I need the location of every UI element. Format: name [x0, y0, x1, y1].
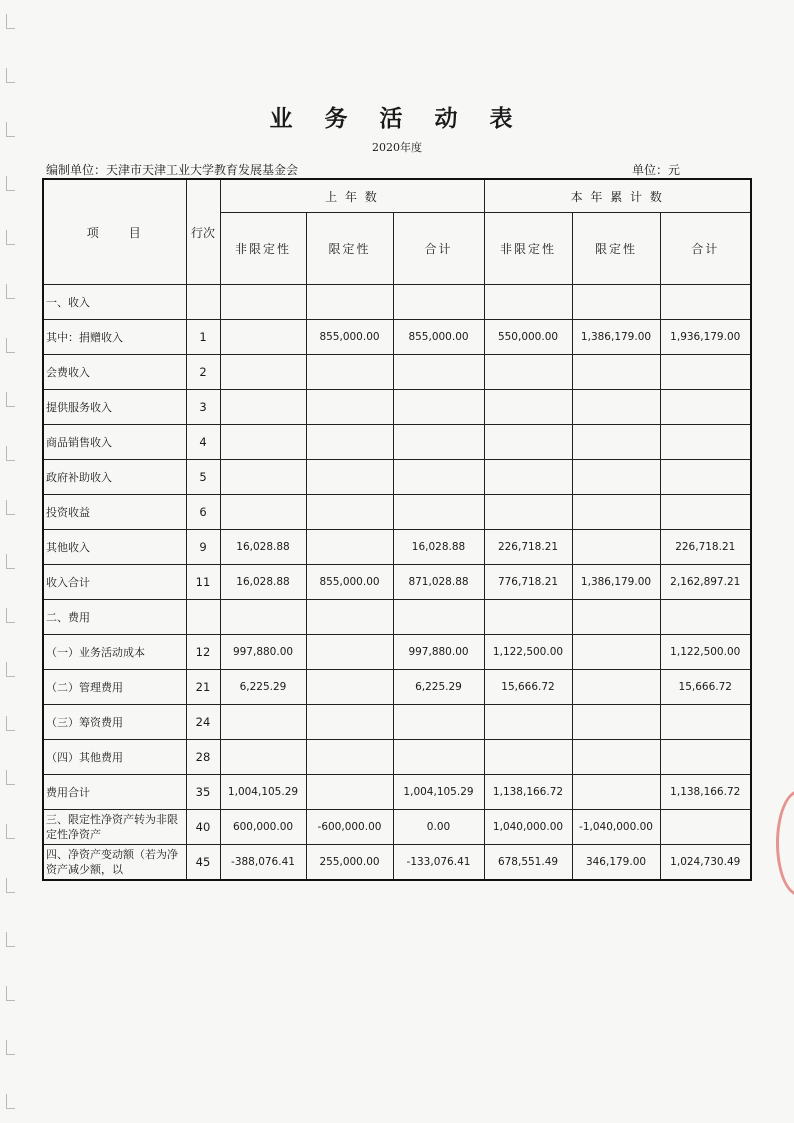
cell-curr-total	[660, 495, 751, 530]
row-label: 收入合计	[43, 565, 186, 600]
cell-prev-unrestricted	[220, 320, 306, 355]
binding-hole	[6, 932, 15, 947]
cell-prev-total	[393, 390, 484, 425]
header-prev-restricted: 限定性	[306, 213, 393, 285]
cell-curr-total: 1,936,179.00	[660, 320, 751, 355]
cell-prev-unrestricted: 16,028.88	[220, 530, 306, 565]
activity-statement-table	[42, 178, 752, 881]
cell-curr-unrestricted: 1,122,500.00	[484, 635, 572, 670]
cell-prev-total: 855,000.00	[393, 320, 484, 355]
cell-curr-unrestricted	[484, 495, 572, 530]
row-label: 一、收入	[43, 285, 186, 320]
header-curr-restricted: 限定性	[572, 213, 660, 285]
cell-curr-restricted	[572, 600, 660, 635]
cell-curr-total: 15,666.72	[660, 670, 751, 705]
table-row	[43, 530, 751, 565]
cell-curr-unrestricted	[484, 460, 572, 495]
binding-hole	[6, 446, 15, 461]
cell-prev-unrestricted	[220, 390, 306, 425]
binding-hole	[6, 986, 15, 1001]
row-label: （一）业务活动成本	[43, 635, 186, 670]
cell-curr-total	[660, 390, 751, 425]
cell-curr-restricted	[572, 635, 660, 670]
binding-hole	[6, 500, 15, 515]
cell-prev-total: 871,028.88	[393, 565, 484, 600]
binding-hole	[6, 878, 15, 893]
header-prev-year: 上 年 数	[220, 179, 484, 213]
cell-prev-unrestricted: 6,225.29	[220, 670, 306, 705]
table-row	[43, 845, 751, 881]
cell-curr-total: 1,122,500.00	[660, 635, 751, 670]
cell-curr-total	[660, 705, 751, 740]
header-row-group	[43, 179, 751, 213]
cell-curr-restricted: 1,386,179.00	[572, 320, 660, 355]
table-row	[43, 425, 751, 460]
cell-prev-restricted	[306, 285, 393, 320]
cell-prev-total	[393, 355, 484, 390]
cell-prev-restricted	[306, 635, 393, 670]
binding-hole	[6, 824, 15, 839]
cell-prev-total: 997,880.00	[393, 635, 484, 670]
header-line-no: 行次	[186, 179, 220, 285]
cell-prev-total	[393, 705, 484, 740]
binding-hole	[6, 68, 15, 83]
row-line-no: 11	[186, 565, 220, 600]
row-line-no: 6	[186, 495, 220, 530]
table-row	[43, 705, 751, 740]
cell-prev-unrestricted: -388,076.41	[220, 845, 306, 881]
cell-curr-total	[660, 810, 751, 845]
cell-prev-total: -133,076.41	[393, 845, 484, 881]
binding-hole	[6, 716, 15, 731]
cell-prev-unrestricted	[220, 355, 306, 390]
cell-prev-unrestricted	[220, 285, 306, 320]
cell-curr-unrestricted	[484, 740, 572, 775]
organization-label: 编制单位：天津市天津工业大学教育发展基金会	[46, 163, 299, 177]
cell-prev-restricted	[306, 390, 393, 425]
cell-prev-restricted: -600,000.00	[306, 810, 393, 845]
cell-curr-total	[660, 460, 751, 495]
table-row	[43, 285, 751, 320]
row-line-no: 28	[186, 740, 220, 775]
binding-holes	[0, 0, 24, 1123]
cell-prev-restricted: 255,000.00	[306, 845, 393, 881]
cell-prev-restricted	[306, 495, 393, 530]
row-label: 其他收入	[43, 530, 186, 565]
row-label: 政府补助收入	[43, 460, 186, 495]
cell-curr-unrestricted	[484, 425, 572, 460]
cell-prev-total	[393, 600, 484, 635]
red-seal-stamp	[776, 790, 794, 896]
cell-curr-unrestricted	[484, 600, 572, 635]
row-label: （四）其他费用	[43, 740, 186, 775]
cell-prev-total	[393, 425, 484, 460]
header-item: 项 目	[43, 179, 186, 285]
table-row	[43, 460, 751, 495]
row-label: 四、净资产变动额（若为净资产减少额，以	[43, 845, 186, 881]
row-line-no	[186, 285, 220, 320]
table-row	[43, 320, 751, 355]
row-line-no: 4	[186, 425, 220, 460]
cell-prev-unrestricted: 1,004,105.29	[220, 775, 306, 810]
report-year: 2020年度	[372, 141, 422, 154]
cell-curr-unrestricted: 550,000.00	[484, 320, 572, 355]
cell-curr-restricted	[572, 495, 660, 530]
cell-curr-total	[660, 740, 751, 775]
binding-hole	[6, 230, 15, 245]
binding-hole	[6, 338, 15, 353]
header-curr-unrestricted: 非限定性	[484, 213, 572, 285]
row-label: 提供服务收入	[43, 390, 186, 425]
binding-hole	[6, 1094, 15, 1109]
table-row	[43, 740, 751, 775]
cell-prev-restricted	[306, 425, 393, 460]
header-curr-year: 本 年 累 计 数	[484, 179, 751, 213]
cell-curr-unrestricted: 1,138,166.72	[484, 775, 572, 810]
cell-prev-restricted	[306, 530, 393, 565]
cell-prev-total: 1,004,105.29	[393, 775, 484, 810]
table-row	[43, 390, 751, 425]
cell-prev-total	[393, 495, 484, 530]
cell-curr-restricted	[572, 670, 660, 705]
row-label: 会费收入	[43, 355, 186, 390]
cell-curr-unrestricted	[484, 390, 572, 425]
cell-curr-total	[660, 285, 751, 320]
row-label: 二、费用	[43, 600, 186, 635]
row-line-no: 2	[186, 355, 220, 390]
table-row	[43, 670, 751, 705]
cell-curr-restricted	[572, 390, 660, 425]
row-label: （二）管理费用	[43, 670, 186, 705]
cell-prev-unrestricted	[220, 740, 306, 775]
row-label: 商品销售收入	[43, 425, 186, 460]
cell-prev-total	[393, 460, 484, 495]
cell-curr-restricted	[572, 425, 660, 460]
cell-curr-unrestricted: 678,551.49	[484, 845, 572, 881]
row-label: 其中：捐赠收入	[43, 320, 186, 355]
cell-prev-total	[393, 740, 484, 775]
row-label: （三）筹资费用	[43, 705, 186, 740]
binding-hole	[6, 14, 15, 29]
cell-prev-restricted	[306, 670, 393, 705]
row-line-no: 21	[186, 670, 220, 705]
binding-hole	[6, 554, 15, 569]
cell-prev-total: 16,028.88	[393, 530, 484, 565]
table-row	[43, 565, 751, 600]
cell-curr-total	[660, 600, 751, 635]
cell-curr-restricted	[572, 775, 660, 810]
cell-prev-restricted: 855,000.00	[306, 320, 393, 355]
cell-curr-total: 1,024,730.49	[660, 845, 751, 881]
header-prev-total: 合计	[393, 213, 484, 285]
cell-curr-total	[660, 425, 751, 460]
binding-hole	[6, 176, 15, 191]
cell-prev-restricted	[306, 460, 393, 495]
row-line-no: 35	[186, 775, 220, 810]
row-line-no: 5	[186, 460, 220, 495]
cell-curr-restricted	[572, 740, 660, 775]
table-row	[43, 775, 751, 810]
table-row	[43, 355, 751, 390]
row-line-no: 40	[186, 810, 220, 845]
binding-hole	[6, 1040, 15, 1055]
binding-hole	[6, 284, 15, 299]
row-line-no	[186, 600, 220, 635]
cell-curr-unrestricted: 15,666.72	[484, 670, 572, 705]
cell-curr-restricted	[572, 285, 660, 320]
header-prev-unrestricted: 非限定性	[220, 213, 306, 285]
binding-hole	[6, 608, 15, 623]
cell-curr-restricted: 1,386,179.00	[572, 565, 660, 600]
cell-curr-unrestricted	[484, 705, 572, 740]
cell-curr-restricted: -1,040,000.00	[572, 810, 660, 845]
row-label: 三、限定性净资产转为非限定性净资产	[43, 810, 186, 845]
row-line-no: 24	[186, 705, 220, 740]
row-line-no: 1	[186, 320, 220, 355]
row-label: 费用合计	[43, 775, 186, 810]
cell-prev-unrestricted	[220, 425, 306, 460]
cell-prev-restricted	[306, 740, 393, 775]
cell-prev-restricted	[306, 600, 393, 635]
table-row	[43, 810, 751, 845]
cell-curr-restricted	[572, 705, 660, 740]
cell-prev-unrestricted	[220, 460, 306, 495]
row-line-no: 45	[186, 845, 220, 881]
report-title: 业 务 活 动 表	[269, 105, 525, 132]
binding-hole	[6, 392, 15, 407]
cell-curr-unrestricted: 226,718.21	[484, 530, 572, 565]
cell-curr-unrestricted	[484, 285, 572, 320]
cell-prev-unrestricted	[220, 705, 306, 740]
table-row	[43, 495, 751, 530]
currency-unit-label: 单位：元	[632, 163, 681, 177]
cell-prev-unrestricted	[220, 600, 306, 635]
cell-curr-total: 1,138,166.72	[660, 775, 751, 810]
cell-curr-total: 226,718.21	[660, 530, 751, 565]
table-row	[43, 600, 751, 635]
cell-prev-unrestricted	[220, 495, 306, 530]
cell-curr-restricted	[572, 530, 660, 565]
cell-curr-unrestricted	[484, 355, 572, 390]
cell-prev-restricted	[306, 775, 393, 810]
cell-prev-unrestricted: 600,000.00	[220, 810, 306, 845]
cell-curr-unrestricted: 1,040,000.00	[484, 810, 572, 845]
binding-hole	[6, 770, 15, 785]
cell-prev-total: 0.00	[393, 810, 484, 845]
row-line-no: 9	[186, 530, 220, 565]
cell-prev-unrestricted: 16,028.88	[220, 565, 306, 600]
row-line-no: 3	[186, 390, 220, 425]
cell-prev-restricted: 855,000.00	[306, 565, 393, 600]
cell-prev-total	[393, 285, 484, 320]
cell-curr-unrestricted: 776,718.21	[484, 565, 572, 600]
cell-prev-total: 6,225.29	[393, 670, 484, 705]
cell-curr-total	[660, 355, 751, 390]
row-line-no: 12	[186, 635, 220, 670]
header-curr-total: 合计	[660, 213, 751, 285]
table-row	[43, 635, 751, 670]
cell-prev-restricted	[306, 705, 393, 740]
cell-curr-restricted	[572, 460, 660, 495]
cell-curr-restricted: 346,179.00	[572, 845, 660, 881]
binding-hole	[6, 662, 15, 677]
row-label: 投资收益	[43, 495, 186, 530]
cell-curr-total: 2,162,897.21	[660, 565, 751, 600]
cell-prev-restricted	[306, 355, 393, 390]
cell-prev-unrestricted: 997,880.00	[220, 635, 306, 670]
cell-curr-restricted	[572, 355, 660, 390]
